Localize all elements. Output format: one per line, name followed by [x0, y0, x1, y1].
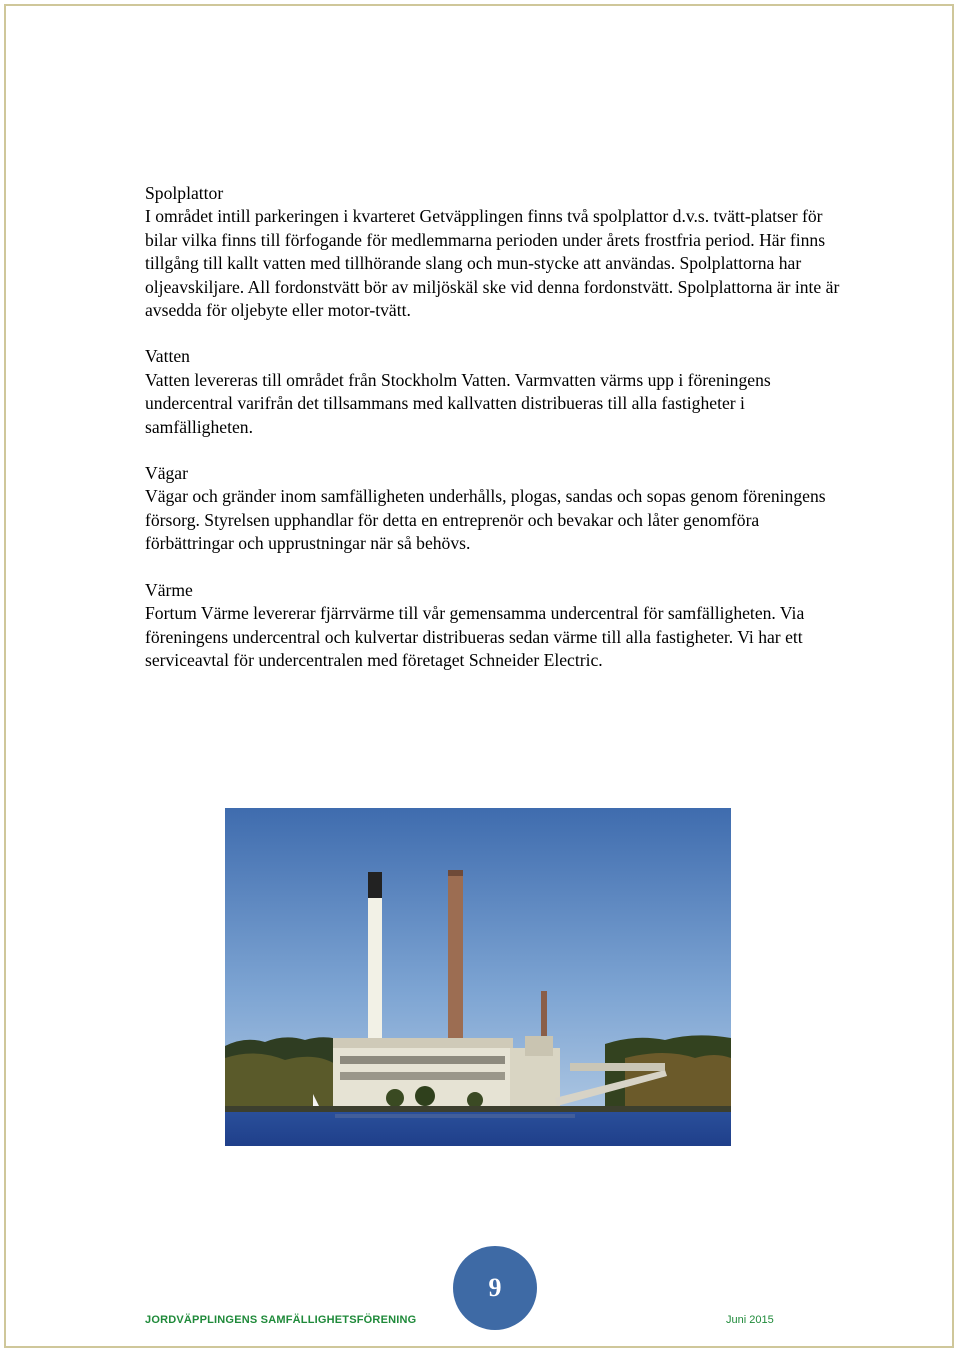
section-vatten — [145, 345, 845, 439]
section-heading: Spolplattor — [145, 183, 224, 203]
section-spolplattor — [145, 182, 845, 322]
section-heading: Värme — [145, 579, 193, 600]
section-vagar — [145, 462, 845, 556]
section-varme — [145, 579, 845, 673]
section-body: Vägar och gränder inom samfälligheten underhålls, plogas, sandas och sopas genom föreningens försorg. Styrelsen upphandlar för detta en entreprenör och bevakar och låter genomföra förbättringar och upprustningar när så behövs. — [145, 486, 826, 554]
section-body: I området intill parkeringen i kvarteret Getväpplingen finns två spolplattor d.v.s. tvätt-platser för bilar vilka finns till förfogande för medlemmarna perioden under årets frostfria period. Här finns tillgång till kallt vatten med tillhörande slang och mun-stycke att användas. Spolplattorna har oljeavskiljare. All fordonstvätt bör av miljöskäl ske vid denna fordonstvätt. Spolplattorna är inte är avsedda för oljebyte eller motor-tvätt. — [145, 206, 840, 321]
document-body — [145, 182, 845, 695]
power-plant-photo — [225, 808, 731, 1146]
footer-organization: JORDVÄPPLINGENS SAMFÄLLIGHETSFÖRENING — [145, 1314, 417, 1326]
section-body: Vatten levereras till området från Stockholm Vatten. Varmvatten värms upp i föreningens undercentral varifrån det tillsammans med kallvatten distribueras till alla fastigheter i samfälligheten. — [145, 369, 771, 437]
footer-date: Juni 2015 — [726, 1314, 774, 1326]
page-number: 9 — [488, 1273, 502, 1302]
page-number-badge — [453, 1246, 537, 1330]
section-heading: Vägar — [145, 463, 188, 484]
section-heading: Vatten — [145, 346, 190, 367]
section-body: Fortum Värme levererar fjärrvärme till vår gemensamma undercentral för samfälligheten. Via föreningens undercentral och kulvertar distribueras sedan värme till alla fastigheter. Vi har ett serviceavtal för undercentralen med företaget Schneider Electric. — [145, 603, 805, 670]
